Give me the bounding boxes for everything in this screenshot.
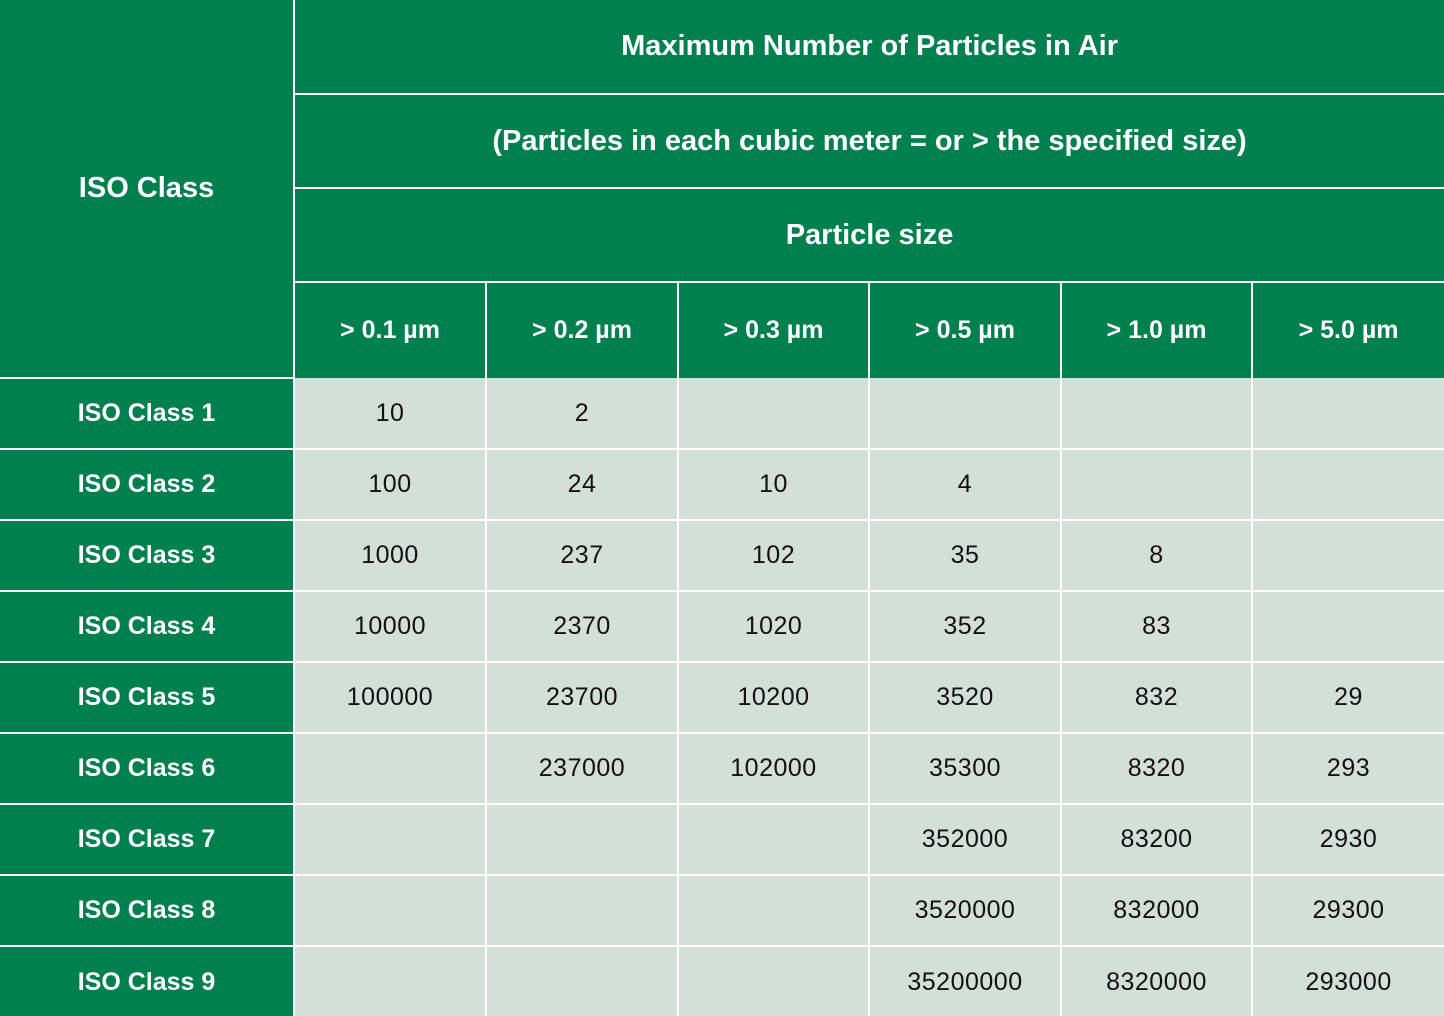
table-row: [0, 875, 1444, 946]
table-cell: [294, 875, 486, 946]
table-cell: 8: [1061, 520, 1252, 591]
table-row: [0, 378, 1444, 449]
table-cell: 102: [678, 520, 869, 591]
table-cell: 237: [486, 520, 678, 591]
table-cell: 237000: [486, 733, 678, 804]
table-subtitle: (Particles in each cubic meter = or > the specified size): [294, 94, 1444, 188]
table-cell: 293: [1252, 733, 1444, 804]
column-header-0-1um: > 0.1 µm: [294, 282, 486, 378]
table-cell: 10: [294, 378, 486, 449]
table-cell: 1020: [678, 591, 869, 662]
table-cell: 352: [869, 591, 1061, 662]
table-cell: 293000: [1252, 946, 1444, 1016]
table-row: [0, 449, 1444, 520]
table-cell: [1061, 378, 1252, 449]
table-cell: 35: [869, 520, 1061, 591]
row-header: ISO Class 1: [0, 378, 294, 449]
table-cell: 23700: [486, 662, 678, 733]
table-cell: [1252, 520, 1444, 591]
table-row: [0, 804, 1444, 875]
table-cell: 832: [1061, 662, 1252, 733]
row-header: ISO Class 6: [0, 733, 294, 804]
row-header: ISO Class 7: [0, 804, 294, 875]
column-header-0-5um: > 0.5 µm: [869, 282, 1061, 378]
table-cell: [486, 804, 678, 875]
column-header-0-3um: > 0.3 µm: [678, 282, 869, 378]
table-row: [0, 946, 1444, 1016]
row-header: ISO Class 5: [0, 662, 294, 733]
table-cell: [678, 946, 869, 1016]
table-cell: 35200000: [869, 946, 1061, 1016]
table-cell: [1252, 591, 1444, 662]
table-cell: 1000: [294, 520, 486, 591]
row-header: ISO Class 2: [0, 449, 294, 520]
table-row: [0, 662, 1444, 733]
iso-class-header: ISO Class: [0, 0, 294, 378]
table-cell: [1061, 449, 1252, 520]
table-cell: [678, 804, 869, 875]
table-cell: 352000: [869, 804, 1061, 875]
table-cell: 2930: [1252, 804, 1444, 875]
table-cell: 29: [1252, 662, 1444, 733]
table-cell: [294, 733, 486, 804]
table-cell: [486, 875, 678, 946]
table-cell: 3520: [869, 662, 1061, 733]
table-cell: 100: [294, 449, 486, 520]
table-cell: 102000: [678, 733, 869, 804]
row-header: ISO Class 8: [0, 875, 294, 946]
column-header-0-2um: > 0.2 µm: [486, 282, 678, 378]
table-cell: 100000: [294, 662, 486, 733]
table-cell: 832000: [1061, 875, 1252, 946]
table-cell: 3520000: [869, 875, 1061, 946]
table-row: [0, 591, 1444, 662]
table-cell: [1252, 449, 1444, 520]
table-cell: [678, 875, 869, 946]
table-row: [0, 520, 1444, 591]
table-body: [0, 378, 1444, 1016]
table-cell: 8320000: [1061, 946, 1252, 1016]
table-cell: 35300: [869, 733, 1061, 804]
table-cell: [294, 804, 486, 875]
table-cell: 10000: [294, 591, 486, 662]
table-cell: 83200: [1061, 804, 1252, 875]
row-header: ISO Class 4: [0, 591, 294, 662]
table-cell: 2: [486, 378, 678, 449]
particle-size-header: Particle size: [294, 188, 1444, 282]
table-cell: [1252, 378, 1444, 449]
column-header-1-0um: > 1.0 µm: [1061, 282, 1252, 378]
row-header: ISO Class 9: [0, 946, 294, 1016]
column-header-5-0um: > 5.0 µm: [1252, 282, 1444, 378]
table-cell: 4: [869, 449, 1061, 520]
table-cell: 83: [1061, 591, 1252, 662]
table-cell: 10200: [678, 662, 869, 733]
table-cell: [486, 946, 678, 1016]
row-header: ISO Class 3: [0, 520, 294, 591]
table-cell: [678, 378, 869, 449]
table-cell: 2370: [486, 591, 678, 662]
table-cell: 10: [678, 449, 869, 520]
table-cell: [869, 378, 1061, 449]
table-cell: [294, 946, 486, 1016]
table-row: [0, 733, 1444, 804]
table-title: Maximum Number of Particles in Air: [294, 0, 1444, 94]
table-cell: 29300: [1252, 875, 1444, 946]
table-cell: 24: [486, 449, 678, 520]
table-cell: 8320: [1061, 733, 1252, 804]
